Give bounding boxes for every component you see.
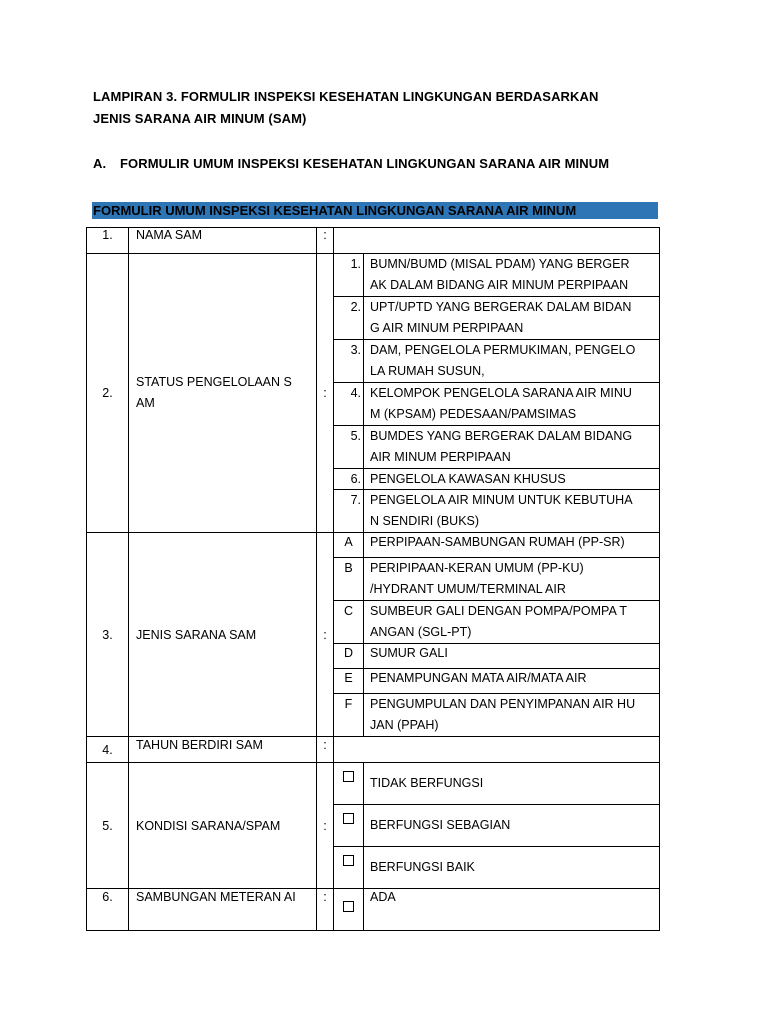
table-row [87,737,660,763]
status-option[interactable] [364,254,660,297]
row-number: 6. [87,889,129,931]
option-letter: F [334,694,364,737]
field-label-nama-sam: NAMA SAM [129,228,317,254]
option-line: KELOMPOK PENGELOLA SARANA AIR MINU [370,386,632,400]
option-number: 4. [334,383,364,426]
nama-sam-field[interactable] [334,228,660,254]
status-option[interactable] [364,383,660,426]
option-line: ANGAN (SGL-PT) [370,625,472,639]
option-line: SUMUR GALI [370,646,448,660]
option-line: AIR MINUM PERPIPAAN [370,450,511,464]
option-number: 5. [334,426,364,469]
empty-checkbox-icon[interactable] [343,771,354,782]
status-option[interactable] [364,340,660,383]
empty-checkbox-icon[interactable] [343,813,354,824]
option-number: 2. [334,297,364,340]
colon: : [317,889,334,931]
table-title-highlight [92,202,658,219]
option-line: /HYDRANT UMUM/TERMINAL AIR [370,582,566,596]
document-title-line-1: LAMPIRAN 3. FORMULIR INSPEKSI KESEHATAN LINGKUNGAN BERDASARKAN [93,89,599,104]
status-option[interactable] [364,490,660,533]
option-letter: D [334,644,364,669]
option-line: PERPIPAAN-SAMBUNGAN RUMAH (PP-SR) [370,535,625,549]
option-letter: B [334,558,364,601]
jenis-option[interactable] [364,644,660,669]
jenis-option[interactable] [364,694,660,737]
option-letter: E [334,669,364,694]
tahun-berdiri-field[interactable] [334,737,660,763]
row-number: 3. [87,533,129,737]
document-title [93,86,599,130]
field-label-tahun-berdiri: TAHUN BERDIRI SAM [129,737,317,763]
colon: : [317,763,334,889]
table-row [87,254,660,297]
option-line: LA RUMAH SUSUN, [370,364,485,378]
field-label-sambungan-meteran: SAMBUNGAN METERAN AI [129,889,317,931]
jenis-option[interactable] [364,601,660,644]
section-heading [93,153,609,175]
checkbox-cell[interactable] [334,805,364,847]
option-line: N SENDIRI (BUKS) [370,514,480,528]
option-line: UPT/UPTD YANG BERGERAK DALAM BIDAN [370,300,632,314]
row-number: 4. [87,737,129,763]
option-line: PENAMPUNGAN MATA AIR/MATA AIR [370,671,587,685]
colon: : [317,533,334,737]
option-line: G AIR MINUM PERPIPAAN [370,321,524,335]
field-label-line: STATUS PENGELOLAAN S [136,375,292,389]
checkbox-cell[interactable] [334,763,364,805]
option-line: JAN (PPAH) [370,718,439,732]
table-row [87,533,660,558]
row-number: 1. [87,228,129,254]
status-option[interactable] [364,297,660,340]
empty-checkbox-icon[interactable] [343,855,354,866]
document-title-line-2: JENIS SARANA AIR MINUM (SAM) [93,111,307,126]
checkbox-cell[interactable] [334,847,364,889]
status-option[interactable] [364,426,660,469]
option-line: BUMN/BUMD (MISAL PDAM) YANG BERGER [370,257,630,271]
jenis-option[interactable] [364,669,660,694]
option-number: 7. [334,490,364,533]
option-line: DAM, PENGELOLA PERMUKIMAN, PENGELO [370,343,636,357]
field-label-status-pengelolaan [129,254,317,533]
option-line: PENGELOLA KAWASAN KHUSUS [370,472,566,486]
colon: : [317,737,334,763]
section-title: FORMULIR UMUM INSPEKSI KESEHATAN LINGKUNGAN SARANA AIR MINUM [120,156,610,171]
checkbox-cell[interactable] [334,889,364,931]
field-label-kondisi-sarana: KONDISI SARANA/SPAM [129,763,317,889]
section-label: A. [93,156,107,171]
row-number: 2. [87,254,129,533]
option-line: M (KPSAM) PEDESAAN/PAMSIMAS [370,407,577,421]
option-number: 3. [334,340,364,383]
option-number: 6. [334,469,364,490]
option-line: AK DALAM BIDANG AIR MINUM PERPIPAAN [370,278,629,292]
table-row [87,228,660,254]
sambungan-option: ADA [364,889,660,931]
field-label-line: AM [136,396,155,410]
option-number: 1. [334,254,364,297]
colon: : [317,228,334,254]
colon: : [317,254,334,533]
jenis-option[interactable] [364,533,660,558]
option-line: BUMDES YANG BERGERAK DALAM BIDANG [370,429,633,443]
empty-checkbox-icon[interactable] [343,901,354,912]
table-row [87,763,660,805]
jenis-option[interactable] [364,558,660,601]
option-line: SUMBEUR GALI DENGAN POMPA/POMPA T [370,604,627,618]
row-number: 5. [87,763,129,889]
kondisi-option: BERFUNGSI BAIK [364,847,660,889]
option-letter: C [334,601,364,644]
field-label-jenis-sarana: JENIS SARANA SAM [129,533,317,737]
table-row [87,889,660,931]
kondisi-option: TIDAK BERFUNGSI [364,763,660,805]
option-line: PERIPIPAAN-KERAN UMUM (PP-KU) [370,561,584,575]
kondisi-option: BERFUNGSI SEBAGIAN [364,805,660,847]
table-title: FORMULIR UMUM INSPEKSI KESEHATAN LINGKUNGAN SARANA AIR MINUM [93,203,577,218]
option-letter: A [334,533,364,558]
option-line: PENGELOLA AIR MINUM UNTUK KEBUTUHA [370,493,633,507]
inspection-form-table [86,227,660,931]
status-option[interactable] [364,469,660,490]
option-line: PENGUMPULAN DAN PENYIMPANAN AIR HU [370,697,636,711]
